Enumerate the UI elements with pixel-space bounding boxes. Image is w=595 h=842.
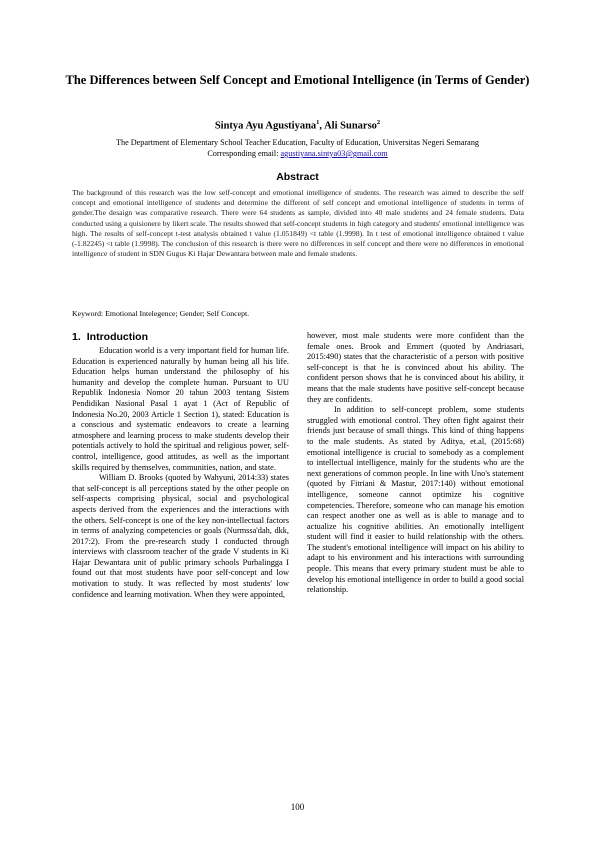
paper-title: The Differences between Self Concept and Emotional Intelligence (in Terms of Gender) [65,73,530,87]
email-link[interactable]: agustiyana.sintya03@gmail.com [280,149,388,158]
author-line [60,116,535,133]
body-paragraph: Education world is a very important field for human life. Education is experienced naturally by human being all his life. Education helps human understand the philosophy of his humanity and develop the complete human. Pursuant to UU Republik Indonesia Nomor 20 tahun 2003 tentang Sistem Pendidikan Nasional Pasal 1 ayat 1 (Act of Republic of Indonesia No.20, 2003 Article 1 Section 1), stated: Education is a conscious and systematic endeavors to create a learning atmosphere and learning process to make students develop their potentials actively to hold the spiritual and religious power, self-control, intelligence, good attitudes, as well as the important skills required by themselves, communities, nation, and state. [72,346,289,472]
left-column [72,331,289,600]
body-paragraph: William D. Brooks (quoted by Wahyuni, 2014:33) states that self-concept is all perceptions stated by the other people on self-aspects comprising physical, social and psychological aspects derived from the experiences and the interactions with the others. Self-concept is one of the key non-intellectual factors in terms of analyzing competencies or goals (Nurmssa'dah, dkk, 2017:2). From the pre-research study I conducted through interviews with classroom teacher of the grade V students in Ki Hajar Dewantara unit of public primary schools Purbalingga I found out that most students have poor self-concept and low motivation to study. It was reflected by most students' low confidence and learning motivation. When they were appointed, [72,473,289,599]
section-heading [72,331,289,344]
author-name: Sintya Ayu Agustiyana [214,120,317,132]
author-affiliation-marker: 1 [316,119,320,126]
body-paragraph: In addition to self-concept problem, some students struggled with emotional control. They often fight against their friends just because of small things. This kind of thing happens to the male students. As stated by Aditya, et.al, (2015:68) emotional intelligence is crucial to somebody as a complement to intellectual intelligence, mainly for the students who are the next generations of common people. In line with Uno's statement (quoted by Fitriani & Mastur, 2017:140) without emotional intelligence, someone cannot optimize his cognitive competencies. Therefore, someone who can manage his emotion can respect another one as well as is able to manage and to actualize his cognitive abilities. An emotionally intelligent student will find it easier to build relationship with the others. The student's emotional intelligence will impact on his ability to adapt to his environment and his interactions with surrounding people. This means that every primary student must be able to develop his emotional intelligence in order to build a good social relationship. [307,405,524,595]
body-paragraph: however, most male students were more confident than the female ones. Brook and Emmert (quoted by Andriasari, 2015:490) states that the characteristic of a person with positive self-concept is that he is convinced about his ability. The confident person shows that he is convinced about his ability, it means that the male students have positive self-concept because they are confidents. [307,331,524,404]
right-column [307,331,524,596]
corresponding-label: Corresponding email: [207,149,281,158]
affiliation-block [60,137,535,159]
affiliation: The Department of Elementary School Teacher Education, Faculty of Education, Universitas Negeri Semarang [115,138,480,147]
section-number: 1. [72,331,81,343]
author-separator: , [319,120,325,132]
author-affiliation-marker: 2 [376,119,381,126]
section-title: Introduction [86,331,149,343]
author-name: Ali Sunarso [324,120,377,132]
corresponding-email-line [60,148,535,159]
keywords: Keyword: Emotional Intelegence; Gender; Self Concept. [72,309,250,318]
page-number: 100 [290,802,305,812]
abstract-text: The background of this research was the low self-concept and emotional intelligence of students. The research was aimed to describe the self concept and emotional intelligence of students and determine the different of self concept and emotional intelligence of students in terms of gender.The desaign was comparative research. There were 64 students as sample, divided into 40 male students and 24 female students. Data conducted using a quisionere by likert scale. The results showed that self-concept students in high category and students' emotional intelligence was high. The results of self-concept t-test analysis obtained t value (1.051849) <t table (1.9998). In t test of emotional intelligence obtained t value (-1.82245) <t table (1.9998). The conclusion of this research is there were no differences in self concept and there were no differences in emotional intelligence of student in SDN Gugus Ki Hajar Dewantara between male and female students. [72,188,524,259]
abstract-heading: Abstract [276,171,319,183]
